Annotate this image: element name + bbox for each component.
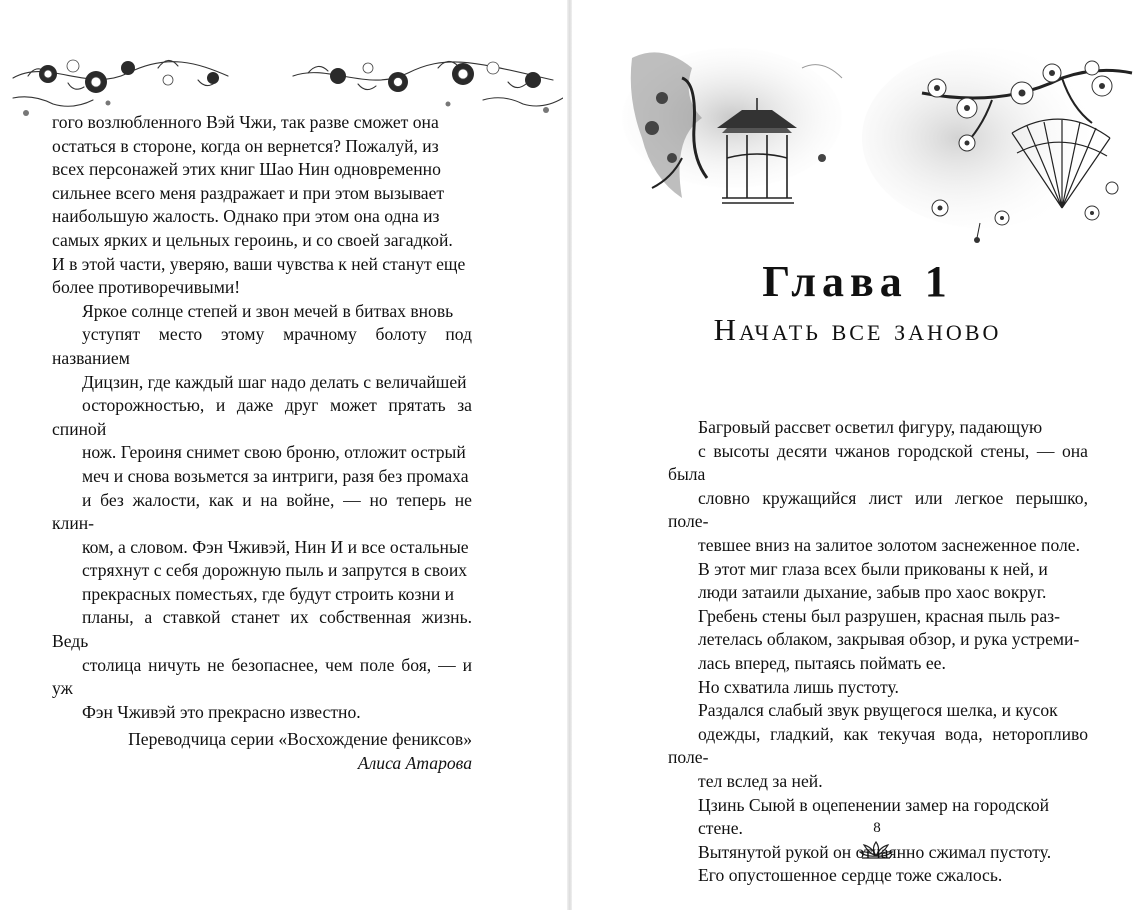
text-line: словно кружащийся лист или легкое перышко, поле- [668, 487, 1088, 532]
paragraph [668, 416, 1088, 558]
paragraph [668, 558, 1088, 605]
text-line: Раздался слабый звук рвущегося шелка, и кусок [698, 700, 1058, 721]
signature-line: Переводчица серии «Восхождение фениксов» [128, 729, 472, 750]
text-line: остаться в стороне, когда он вернется? Пожалуй, из [52, 135, 439, 156]
paragraph [668, 676, 1088, 700]
text-line: Но схватила лишь пустоту. [698, 676, 899, 697]
paragraph [668, 864, 1088, 888]
text-line: Его опустошенное сердце тоже сжалось. [698, 865, 1003, 886]
text-line: более противоречивыми! [52, 277, 241, 298]
text-line: планы, а ставкой станет их собственная жизнь. Ведь [52, 607, 472, 652]
text-line: летелась облаком, закрывая обзор, и рука устреми- [698, 629, 1080, 650]
translator-signature [52, 728, 472, 775]
paragraph [52, 111, 472, 300]
text-line: В этот миг глаза всех были прикованы к ней, и [698, 558, 1048, 579]
text-line: тел вслед за ней. [698, 770, 823, 791]
text-line: столица ничуть не безопаснее, чем поле боя, — и уж [52, 654, 472, 699]
page-number: 8 [873, 820, 881, 836]
text-line: ком, а словом. Фэн Чживэй, Нин И и все остальные [82, 536, 469, 557]
paragraph [668, 605, 1088, 676]
left-page-body [52, 111, 472, 776]
text-line: прекрасных поместьях, где будут строить козни и [82, 583, 455, 604]
paragraph [668, 794, 1088, 841]
text-line: тевшее вниз на залитое золотом заснеженное поле. [698, 534, 1081, 555]
chapter-number: Глава 1 [762, 257, 953, 306]
text-line: уступят место этому мрачному болоту под названием [52, 324, 472, 368]
text-line: нож. Героиня снимет свою броню, отложит острый [82, 442, 466, 463]
text-line: стряхнут с себя дорожную пыль и запрутся в своих [82, 560, 468, 581]
text-line: всех персонажей этих книг Шао Нин одновременно [52, 159, 441, 180]
text-line: меч и снова возьмется за интриги, разя без промаха [82, 465, 469, 486]
text-line: и без жалости, как и на войне, — но теперь не клин- [52, 489, 472, 534]
text-line: с высоты десяти чжанов городской стены, — она была [668, 440, 1088, 485]
text-line: Дицзин, где каждый шаг надо делать с величайшей [82, 371, 467, 392]
pagoda-landscape-illustration [622, 38, 852, 218]
text-line: гого возлюбленного Вэй Чжи, так разве сможет она [52, 112, 439, 132]
chapter-title: Начать все заново [713, 312, 1002, 347]
text-line: Цзинь Сыюй в оцепенении замер на городской [698, 794, 1050, 815]
text-line: одежды, гладкий, как текучая вода, неторопливо поле- [668, 723, 1088, 768]
text-line: люди затаили дыхание, забыв про хаос вокруг. [698, 582, 1047, 603]
paragraph [668, 699, 1088, 793]
text-line: Багровый рассвет осветил фигуру, падающую [698, 417, 1043, 437]
text-line: Яркое солнце степей и звон мечей в битвах вновь [82, 300, 454, 321]
cherry-blossom-fan-illustration [862, 38, 1137, 248]
floral-vine-ornament [8, 38, 563, 116]
paragraph [52, 300, 472, 725]
right-page-body [668, 416, 1088, 888]
text-line: Гребень стены был разрушен, красная пыль раз- [698, 605, 1060, 626]
text-line: самых ярких и цельных героинь, и со своей загадкой. [52, 229, 453, 250]
text-line: лась вперед, пытаясь поймать ее. [698, 652, 946, 673]
translator-name: Алиса Атарова [357, 753, 472, 774]
text-line: стене. [698, 818, 743, 839]
text-line: наибольшую жалость. Однако при этом она одна из [52, 206, 440, 227]
text-line: Фэн Чживэй это прекрасно известно. [82, 701, 361, 722]
text-line: Вытянутой рукой он отчаянно сжимал пустоту. [698, 841, 1052, 862]
text-line: осторожностью, и даже друг может прятать за спиной [52, 395, 472, 439]
text-line: сильнее всего меня раздражает и при этом вызывает [52, 182, 445, 203]
left-page [0, 0, 568, 910]
paragraph [668, 841, 1088, 865]
text-line: И в этой части, уверяю, ваши чувства к ней станут еще [52, 253, 466, 274]
